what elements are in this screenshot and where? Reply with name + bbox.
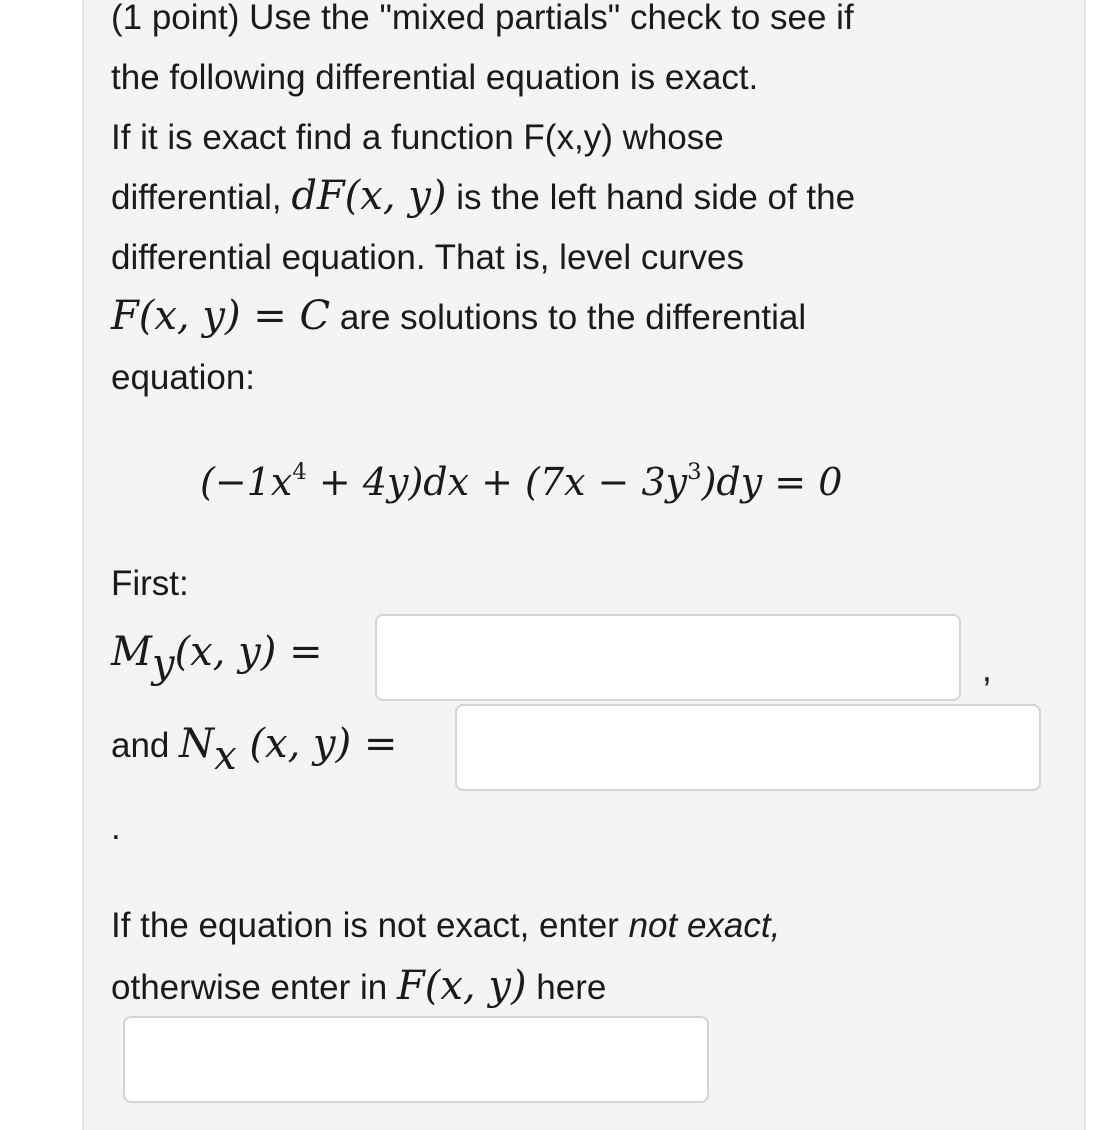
final-answer-input[interactable] — [123, 1016, 709, 1103]
my-answer-input[interactable] — [375, 614, 961, 701]
problem-panel — [82, 0, 1086, 1130]
equation-part-1: (−1x — [200, 460, 293, 504]
problem-line-3: If it is exact find a function F(x,y) whose — [111, 118, 724, 157]
nx-label — [111, 721, 398, 779]
level-curve-description: are solutions to the differential — [339, 298, 807, 337]
my-args: (x, y) = — [174, 629, 323, 675]
instruction-line-2 — [111, 963, 607, 1009]
differential-equation — [200, 458, 842, 506]
problem-line-1: (1 point) Use the "mixed partials" check to see if — [111, 0, 854, 37]
differential-description: is the left hand side of the — [456, 178, 856, 217]
my-label — [111, 629, 323, 687]
problem-line-2: the following differential equation is exact. — [111, 58, 759, 97]
instruction-text-2: otherwise enter in — [111, 968, 388, 1007]
equation-part-2: + 4y)dx + (7x − 3y — [306, 460, 688, 504]
differential-label: differential, — [111, 178, 282, 217]
problem-line-7: equation: — [111, 358, 256, 397]
equation-exponent-2: 3 — [687, 459, 702, 486]
instruction-text-1: If the equation is not exact, enter — [111, 906, 619, 945]
my-comma: , — [982, 650, 992, 689]
my-subscript: y — [151, 641, 175, 687]
not-exact-keyword: not exact, — [628, 906, 781, 945]
nx-answer-input[interactable] — [455, 704, 1041, 791]
equation-part-3: )dy = 0 — [701, 460, 843, 504]
nx-args: (x, y) = — [236, 721, 398, 767]
my-symbol: M — [111, 629, 152, 675]
instruction-line-1 — [111, 906, 780, 946]
instruction-text-3: here — [536, 968, 607, 1007]
equation-exponent-1: 4 — [292, 459, 307, 486]
period-mark: . — [111, 808, 121, 847]
and-label: and — [111, 726, 170, 765]
nx-subscript: x — [214, 733, 237, 779]
problem-line-5: differential equation. That is, level curves — [111, 238, 744, 277]
nx-symbol: N — [179, 721, 215, 767]
level-curve-expression: F(x, y) = C — [111, 293, 331, 339]
problem-line-4 — [111, 173, 856, 219]
dF-expression: dF(x, y) — [291, 173, 447, 219]
problem-line-6 — [111, 293, 807, 339]
F-expression: F(x, y) — [397, 963, 527, 1009]
first-label: First: — [111, 564, 189, 603]
